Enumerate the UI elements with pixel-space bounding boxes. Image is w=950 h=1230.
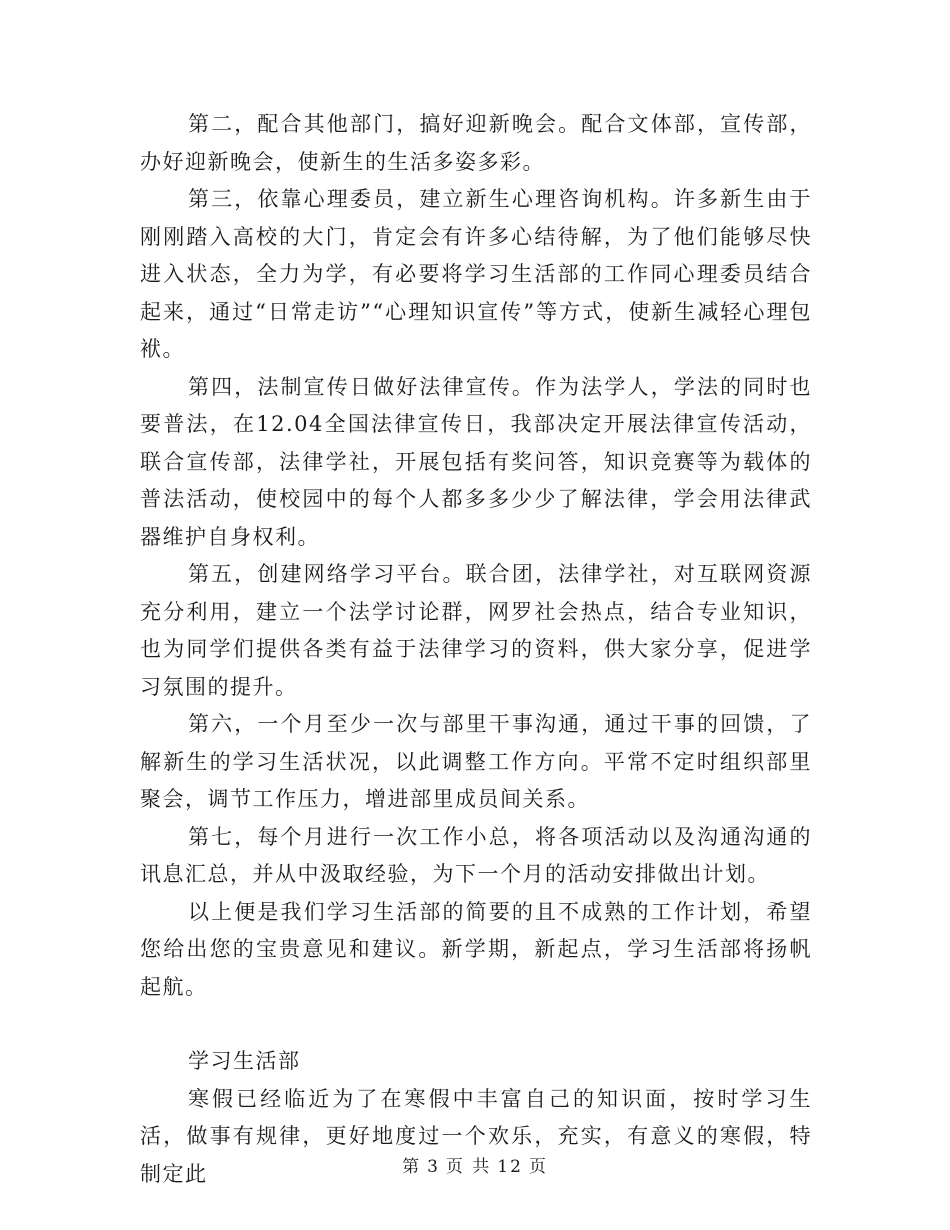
paragraph-sixth: 第六，一个月至少一次与部里干事沟通，通过干事的回馈，了解新生的学习生活状况，以此调整工作方向。平常不定时组织部里聚会，调节工作压力，增进部里成员间关系。 xyxy=(140,712,812,811)
footer-suffix: 页 xyxy=(528,1157,548,1177)
paragraph-fourth: 第四，法制宣传日做好法律宣传。作为法学人，学法的同时也要普法，在12.04全国法律宣传日，我部决定开展法律宣传活动，联合宣传部，法律学社，开展包括有奖问答，知识竞赛等为载体的普法活动，使校园中的每个人都多多少少了解法律，学会用法律武器维护自身权利。 xyxy=(140,374,812,549)
paragraph-seventh: 第七，每个月进行一次工作小总，将各项活动以及沟通沟通的讯息汇总，并从中汲取经验，为下一个月的活动安排做出计划。 xyxy=(140,824,812,886)
paragraph-third: 第三，依靠心理委员，建立新生心理咨询机构。许多新生由于刚刚踏入高校的大门，肯定会有许多心结待解，为了他们能够尽快进入状态，全力为学，有必要将学习生活部的工作同心理委员结合起来，通过“日常走访”“心理知识宣传”等方式，使新生减轻心理包袱。 xyxy=(140,187,812,361)
paragraph-conclusion: 以上便是我们学习生活部的简要的且不成熟的工作计划，希望您给出您的宝贵意见和建议。新学期，新起点，学习生活部将扬帆起航。 xyxy=(140,899,812,999)
footer-middle: 页 共 xyxy=(445,1157,492,1177)
document-body xyxy=(140,106,812,1193)
footer-page-number: 3 xyxy=(427,1157,440,1177)
footer-total-pages: 12 xyxy=(497,1157,523,1177)
section-title: 学习生活部 xyxy=(188,1049,301,1073)
paragraph-fifth: 第五，创建网络学习平台。联合团，法律学社，对互联网资源充分利用，建立一个法学讨论群，网罗社会热点，结合专业知识，也为同学们提供各类有益于法律学习的资料，供大家分享，促进学习氛围的提升。 xyxy=(140,562,812,699)
paragraph-second: 第二，配合其他部门，搞好迎新晚会。配合文体部，宣传部，办好迎新晚会，使新生的生活多姿多彩。 xyxy=(140,112,812,174)
paragraph-winter-plan: 寒假已经临近为了在寒假中丰富自己的知识面，按时学习生活，做事有规律，更好地度过一个欢乐，充实，有意义的寒假，特制定此 xyxy=(140,1086,812,1186)
page-footer xyxy=(0,1152,950,1177)
footer-prefix: 第 xyxy=(402,1157,422,1177)
